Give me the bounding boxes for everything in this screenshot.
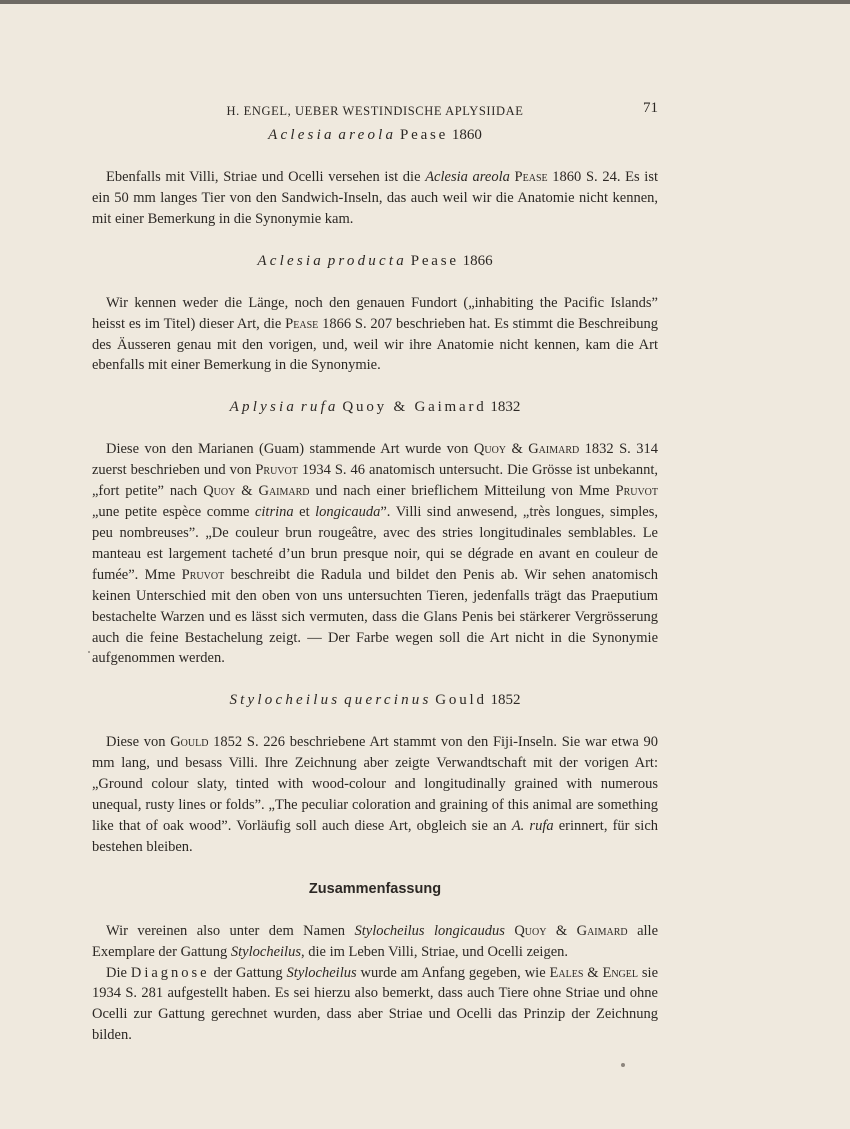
species-heading-aclesia-areola xyxy=(92,124,658,146)
paragraph-aclesia-areola: Ebenfalls mit Villi, Striae und Ocelli versehen ist die Aclesia areola Pease 1860 S. 24. Es ist ein 50 mm langes Tier von den Sandwich-Inseln, das auch weil wir die Anatomie nicht kennen, mit einer Bemerkung in die Synonymie kam. xyxy=(92,169,659,227)
species-epithet: areola xyxy=(338,127,397,143)
species-year: 1866 xyxy=(462,252,493,269)
species-year: 1852 xyxy=(490,692,521,709)
paper-speck xyxy=(88,651,90,653)
species-year: 1832 xyxy=(490,399,521,416)
page-number: 71 xyxy=(643,100,658,116)
species-author: Pease xyxy=(399,127,449,143)
paragraph-stylocheilus-quercinus: Diese von Gould 1852 S. 226 beschriebene Art stammt von den Fiji-Inseln. Sie war etwa 90 mm lang, und besass Villi. Ihre Zeichnung aber zeigte Verwandtschaft mit der vorigen Art: „Ground colour slaty, tinted with wood-colour and longitudinally grained with numerous unequal, rusty lines or folds”. „The peculiar coloration and graining of this animal are something like that of oak wood”. Vorläufig soll auch diese Art, obgleich sie an A. rufa erinnert, für sich bestehen bleiben. xyxy=(92,734,658,855)
summary-heading: Zusammenfassung xyxy=(308,880,442,897)
species-genus: Aclesia xyxy=(257,252,324,269)
species-epithet: quercinus xyxy=(344,692,432,709)
species-author: Gould xyxy=(435,692,487,709)
species-heading-aclesia-producta xyxy=(92,250,658,272)
running-title: H. ENGEL, UEBER WESTINDISCHE APLYSIIDAE xyxy=(226,104,524,118)
species-genus: Stylocheilus xyxy=(229,692,341,709)
paper-speck xyxy=(621,1063,625,1067)
species-year: 1860 xyxy=(451,127,482,143)
page-body xyxy=(92,100,658,1046)
summary-paragraph-1: Wir vereinen also unter dem Namen Stylocheilus longicaudus Quoy & Gaimard alle Exemplare der Gattung Stylocheilus, die im Leben Villi, Striae, und Ocelli zeigen. xyxy=(92,922,659,960)
scan-top-edge xyxy=(0,0,850,4)
species-genus: Aplysia xyxy=(229,399,298,416)
species-author: Quoy & Gaimard xyxy=(342,399,487,416)
species-heading-aplysia-rufa xyxy=(92,396,658,418)
paragraph-aplysia-rufa: Diese von den Marianen (Guam) stammende Art wurde von Quoy & Gaimard 1832 S. 314 zuerst beschrieben und von Pruvot 1934 S. 46 anatomisch untersucht. Die Grösse ist unbekannt, „fort petite” nach Quoy & Gaimard und nach einer brieflichem Mitteilung von Mme Pruvot „une petite espèce comme citrina et longicauda”. Villi sind anwesend, „très longues, simples, peu nombreuses”. „De couleur brun rougeâtre, avec des stries longitudinales semblables. Le manteau est largement tacheté d’un brun presque noir, qui se dégrade en avant en couleur de fumée”. Mme Pruvot beschreibt die Radula und bildet den Penis ab. Wir sehen anatomisch keinen Unterschied mit den oben von uns untersuchten Tieren, jedenfalls trägt das Praeputium bestachelte Warzen und es lässt sich vermuten, dass die Glans Penis bei stärkerer Vergrösserung auch die feine Bestachelung zeigt. — Der Farbe wegen soll die Art nicht in die Synonymie aufgenommen werden. xyxy=(92,441,659,667)
species-genus: Aclesia xyxy=(268,127,335,143)
paragraph-aclesia-producta: Wir kennen weder die Länge, noch den genauen Fundort („inhabiting the Pacific Islands” heisst es im Titel) dieser Art, die Pease 1866 S. 207 beschrieben hat. Es stimmt die Beschreibung des Äusseren genau mit den vorigen, und, weil wir ihre Anatomie nicht kennen, kam die Art ebenfalls mit einer Bemerkung in die Synonymie. xyxy=(92,294,658,374)
species-epithet: producta xyxy=(327,252,407,269)
species-epithet: rufa xyxy=(300,399,339,416)
species-heading-stylocheilus-quercinus xyxy=(92,689,658,711)
species-author: Pease xyxy=(410,252,459,269)
running-head xyxy=(92,100,658,124)
summary-paragraph-2: Die Diagnose der Gattung Stylocheilus wurde am Anfang gegeben, wie Eales & Engel sie 1934 S. 281 aufgestellt haben. Es sei hierzu also bemerkt, dass auch Tiere ohne Striae und ohne Ocelli zur Gattung gerechnet wurden, dass aber Striae und Ocelli das Prinzip der Zeichnung bilden. xyxy=(92,964,659,1044)
